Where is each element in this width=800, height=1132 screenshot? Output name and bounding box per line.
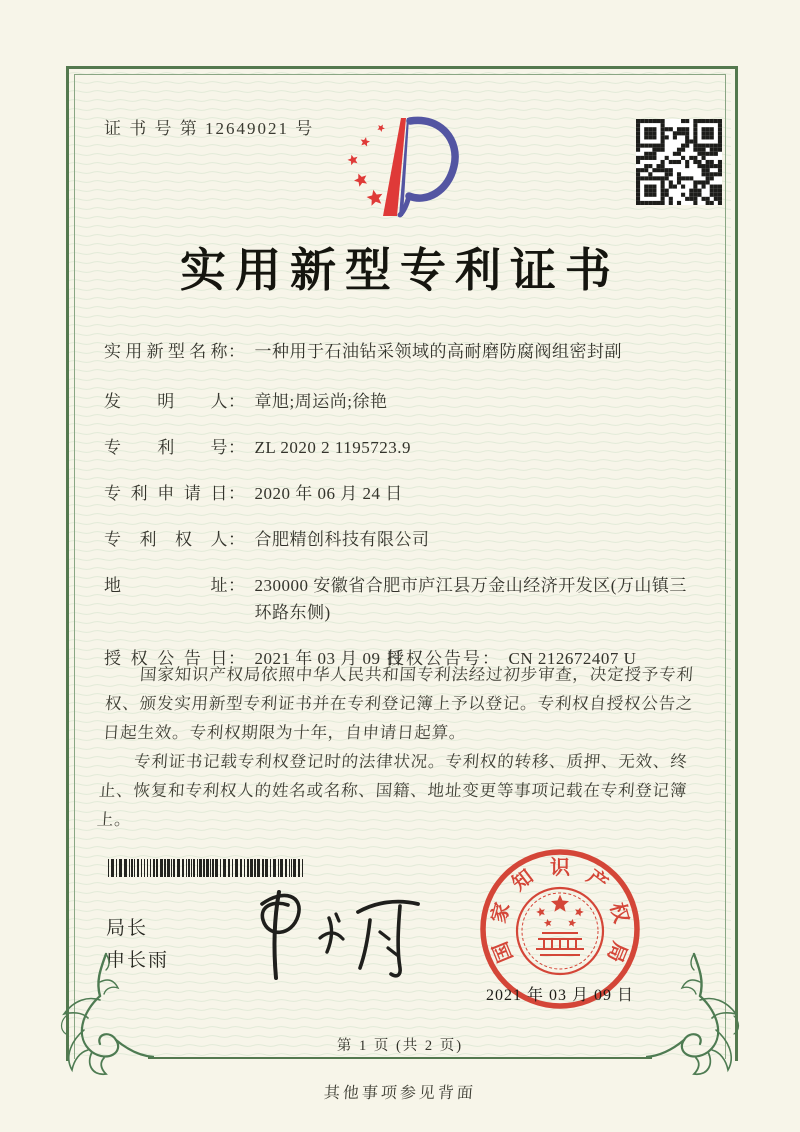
field-label: 专利号 xyxy=(104,438,228,457)
field-value: 230000 安徽省合肥市庐江县万金山经济开发区(万山镇三环路东侧) xyxy=(254,576,687,622)
legal-paragraph-1: 国家知识产权局依照中华人民共和国专利法经过初步审查，决定授予专利权、颁发实用新型专利证书并在专利登记簿上予以登记。专利权自授权公告之日起生效。专利权期限为十年，自申请日起算。 xyxy=(102,665,695,742)
field-label: 授权公告号 xyxy=(387,649,482,668)
field-label: 授权公告日 xyxy=(104,649,228,668)
field-colon: ： xyxy=(228,342,246,361)
field-colon: ： xyxy=(482,649,500,668)
field-row-patent-number xyxy=(104,434,714,461)
field-row-inventor xyxy=(104,388,714,415)
signature-image xyxy=(232,876,427,988)
grant-date-value: 2021 年 03 月 09 日 xyxy=(254,649,403,668)
svg-text:权: 权 xyxy=(605,900,633,926)
field-colon: ： xyxy=(228,576,246,595)
back-note: 其他事项参见背面 xyxy=(323,1085,477,1102)
certificate-title: 实用新型专利证书 xyxy=(180,245,620,296)
field-label: 发明人 xyxy=(104,392,228,411)
cnipa-logo-icon xyxy=(341,108,465,228)
field-row-address xyxy=(104,572,714,626)
field-label: 专利申请日 xyxy=(104,484,228,503)
certificate-number: 证 书 号 第 12649021 号 xyxy=(104,119,315,138)
svg-text:国: 国 xyxy=(489,938,518,966)
field-row-patentee xyxy=(104,526,714,553)
legal-paragraph-2: 专利证书记载专利权登记时的法律状况。专利权的转移、质押、无效、终止、恢复和专利权人的姓名或名称、国籍、地址变更等事项记载在专利登记簿上。 xyxy=(96,752,689,829)
corner-flourish-icon xyxy=(44,952,154,1087)
field-label: 专利权人 xyxy=(104,530,228,549)
field-colon: ： xyxy=(228,530,246,549)
field-list xyxy=(104,338,714,672)
field-value: 一种用于石油钻采领域的高耐磨防腐阀组密封副 xyxy=(254,342,622,361)
grant-number-value: CN 212672407 U xyxy=(508,649,637,668)
director-name: 申长雨 xyxy=(106,950,170,971)
barcode xyxy=(108,859,312,877)
field-value: ZL 2020 2 1195723.9 xyxy=(254,438,412,457)
page-number: 第 1 页 (共 2 页) xyxy=(336,1038,464,1054)
field-row-filing-date xyxy=(104,480,714,507)
field-colon: ： xyxy=(228,649,246,668)
svg-text:产: 产 xyxy=(582,865,612,896)
field-value: 2020 年 06 月 24 日 xyxy=(254,484,403,503)
legal-text xyxy=(96,660,712,834)
svg-text:家: 家 xyxy=(487,900,515,926)
field-colon: ： xyxy=(228,438,246,457)
corner-flourish-icon xyxy=(646,952,756,1087)
svg-text:知: 知 xyxy=(508,865,538,896)
field-value: 合肥精创科技有限公司 xyxy=(254,530,430,549)
field-label: 实用新型名称 xyxy=(104,342,228,361)
director-title: 局长 xyxy=(106,918,149,939)
qr-code xyxy=(636,119,722,205)
field-value: 章旭;周运尚;徐艳 xyxy=(254,392,388,411)
field-colon: ： xyxy=(228,484,246,503)
svg-text:识: 识 xyxy=(550,857,570,879)
field-colon: ： xyxy=(228,392,246,411)
seal-date: 2021 年 03 月 09 日 xyxy=(485,987,634,1004)
bottom-border-rule xyxy=(148,1057,652,1059)
svg-text:局: 局 xyxy=(602,938,631,966)
field-row-invention-name xyxy=(104,338,714,365)
field-label: 地址 xyxy=(104,576,228,595)
